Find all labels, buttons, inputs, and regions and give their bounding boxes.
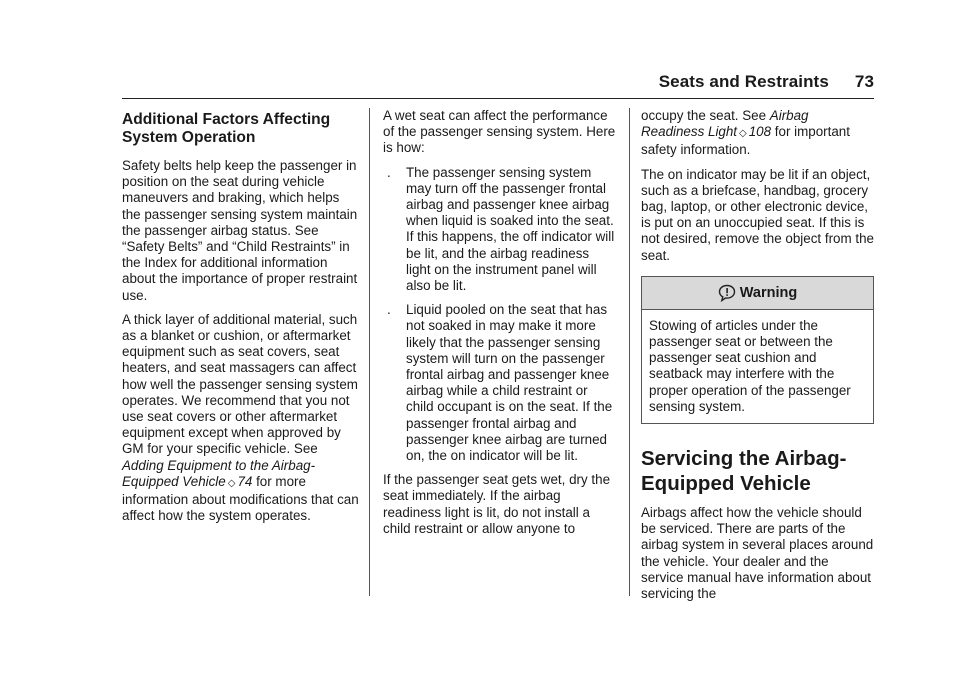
cross-reference-page[interactable]: 108 bbox=[748, 124, 772, 140]
paragraph: Safety belts help keep the passenger in position on the seat during vehicle maneuvers and braking, which helps the passenger sensing system maintain the passenger airbag status. See “Safety Belts” and “Child Restraints” in the Index for additional information about the importance of proper restraint use. bbox=[122, 158, 358, 303]
page-number: 73 bbox=[854, 72, 874, 91]
warning-text: Stowing of articles under the passenger seat or between the passenger seat cushion and seatback may interfere with the proper operation of the passenger sensing system. bbox=[649, 317, 851, 414]
paragraph bbox=[122, 312, 359, 525]
column-divider bbox=[369, 108, 370, 596]
warning-speech-bubble-icon bbox=[718, 284, 736, 302]
paragraph bbox=[641, 108, 874, 159]
cross-reference-page[interactable]: 74 bbox=[237, 473, 253, 489]
section-title: Seats and Restraints bbox=[658, 72, 829, 91]
column-1 bbox=[122, 108, 359, 532]
bullet-item bbox=[383, 302, 617, 464]
column-divider bbox=[629, 108, 630, 596]
cross-reference-link[interactable]: Airbag Readiness Light bbox=[641, 108, 809, 140]
bullet-marker: . bbox=[387, 302, 391, 318]
paragraph: The on indicator may be lit if an object, such as a briefcase, handbag, grocery bag, laptop, or other electronic device, is put on an unoccupied seat. If this is not desired, remove the object from the seat. bbox=[641, 166, 874, 263]
page-header bbox=[659, 72, 874, 92]
header-rule bbox=[122, 98, 874, 99]
text-run: for important safety information. bbox=[641, 124, 850, 158]
paragraph: A wet seat can affect the performance of the passenger sensing system. Here is how: bbox=[383, 108, 616, 156]
section-heading: Servicing the Airbag-Equipped Vehicle bbox=[641, 447, 847, 496]
warning-title: Warning bbox=[739, 284, 798, 301]
text-run: for more information about modifications that can affect how the system operates. bbox=[122, 473, 359, 524]
bullet-text: The passenger sensing system may turn off the passenger frontal airbag and passenger knee airbag when liquid is soaked into the seat. If this happens, the off indicator will be lit, and the airbag readiness light on the instrument panel will also be lit. bbox=[406, 164, 615, 294]
bullet-text: Liquid pooled on the seat that has not soaked in may make it more likely that the passenger sensing system will turn on the passenger frontal airbag and passenger knee airbag while a child restraint or child occupant is on the seat. If the passenger frontal airbag and passenger knee airbag are turned on, the on indicator will be lit. bbox=[406, 302, 613, 464]
paragraph: Airbags affect how the vehicle should be serviced. There are parts of the airbag system in several places around the vehicle. Your dealer and the service manual have information about servicing the bbox=[641, 505, 874, 602]
page-reference-arrow-icon: ◇ bbox=[227, 477, 236, 489]
cross-reference-link[interactable]: Adding Equipment to the Airbag-Equipped Vehicle bbox=[122, 457, 316, 489]
column-3 bbox=[641, 108, 874, 610]
warning-header bbox=[642, 277, 873, 310]
text-run: A thick layer of additional material, such as a blanket or cushion, or aftermarket equipment such as seat covers, seat heaters, and seat massagers can affect how well the passenger sensing system operates. We recommend that you not use seat covers or other aftermarket equipment except when approved by GM for your specific vehicle. See bbox=[122, 311, 358, 457]
page-reference-arrow-icon: ◇ bbox=[739, 128, 747, 140]
section-heading: Additional Factors Affecting System Operation bbox=[122, 111, 331, 146]
bullet-marker: . bbox=[387, 164, 391, 180]
text-run: occupy the seat. See bbox=[641, 108, 770, 123]
paragraph: If the passenger seat gets wet, dry the seat immediately. If the airbag readiness light is lit, do not install a child restraint or allow anyone to bbox=[383, 472, 611, 536]
column-2 bbox=[383, 108, 617, 545]
bullet-item bbox=[383, 165, 617, 295]
warning-box bbox=[641, 276, 874, 424]
